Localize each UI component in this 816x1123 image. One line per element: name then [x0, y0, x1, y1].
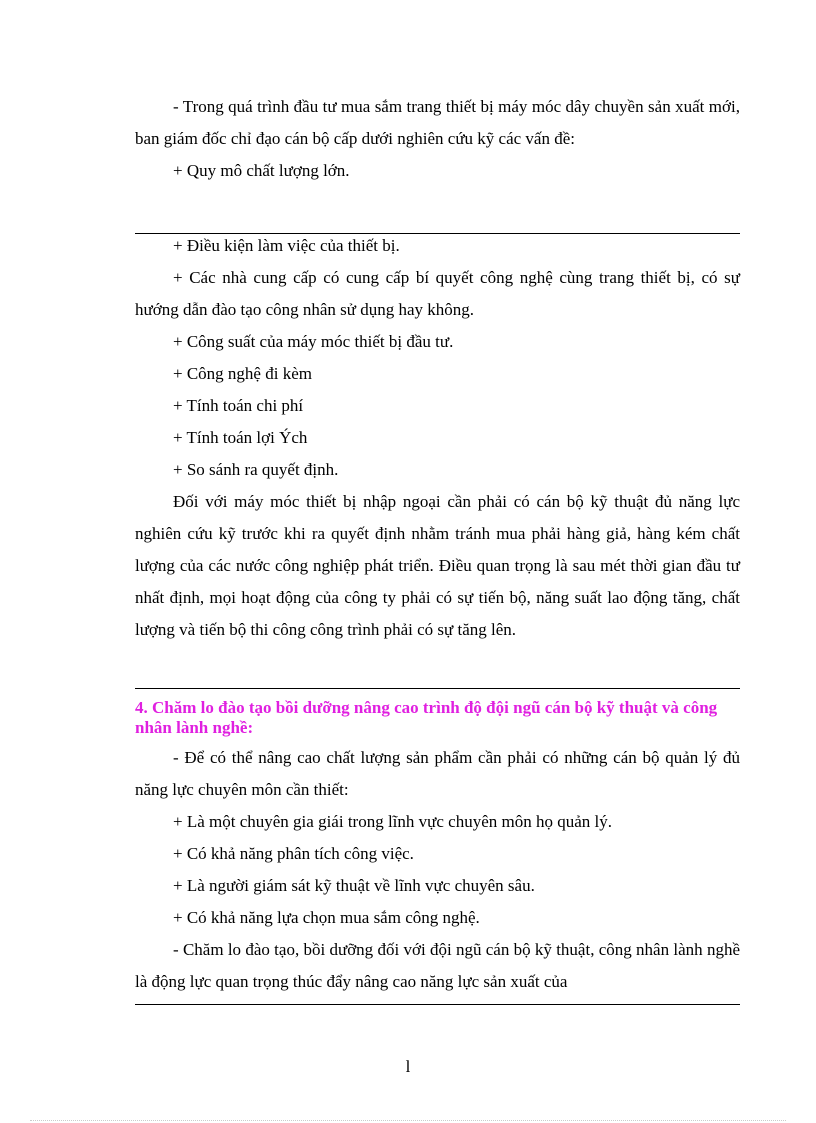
paragraph: + Có khả năng phân tích công việc.: [173, 844, 414, 863]
section-divider: [135, 1004, 740, 1005]
paragraph: + Điều kiện làm việc của thiết bị.: [173, 236, 400, 255]
paragraph: + Có khả năng lựa chọn mua sắm công nghệ.: [173, 908, 480, 927]
paragraph: + Tính toán chi phí: [173, 396, 304, 415]
paragraph: Đối với máy móc thiết bị nhập ngoại cần phải có cán bộ kỹ thuật đủ năng lực nghiên cứu kỹ trước khi ra quyết định nhằm tránh mua phải hàng giả, hàng kém chất lượng của các nước công nghiệp phát triển. Điều quan trọng là sau mét thời gian đầu tư nhất định, mọi hoạt động của công ty phải có sự tiến bộ, năng suất lao động tăng, chất lượng và tiến bộ thi công công trình phải có sự tăng lên.: [135, 492, 740, 639]
paragraph: + Công suất của máy móc thiết bị đầu tư.: [173, 332, 454, 351]
paragraph: + Các nhà cung cấp có cung cấp bí quyết công nghệ cùng trang thiết bị, có sự hướng dẫn đào tạo công nhân sử dụng hay không.: [135, 268, 740, 319]
section-divider: [135, 688, 740, 689]
page-edge-divider: [30, 1120, 786, 1121]
page-number: l: [405, 1057, 411, 1076]
paragraph: - Chăm lo đào tạo, bồi dưỡng đối với đội ngũ cán bộ kỹ thuật, công nhân lành nghề là động lực quan trọng thúc đẩy nâng cao năng lực sản xuất của: [135, 940, 740, 991]
paragraph: - Trong quá trình đầu tư mua sắm trang thiết bị máy móc dây chuyền sản xuất mới, ban giám đốc chỉ đạo cán bộ cấp dưới nghiên cứu kỹ các vấn đề:: [135, 97, 740, 148]
section-heading: 4. Chăm lo đào tạo bồi dưỡng nâng cao trình độ đội ngũ cán bộ kỹ thuật và công nhân lành nghề:: [135, 698, 718, 737]
paragraph: + Công nghệ đi kèm: [173, 364, 312, 383]
paragraph: + Quy mô chất lượng lớn.: [173, 161, 350, 180]
paragraph: + Tính toán lợi Ých: [173, 428, 308, 447]
paragraph: - Để có thể nâng cao chất lượng sản phẩm cần phải có những cán bộ quản lý đủ năng lực chuyên môn cần thiết:: [135, 748, 740, 799]
paragraph: + So sánh ra quyết định.: [173, 460, 339, 479]
paragraph: + Là người giám sát kỹ thuật về lĩnh vực chuyên sâu.: [173, 876, 535, 895]
paragraph: + Là một chuyên gia giái trong lĩnh vực chuyên môn họ quản lý.: [173, 812, 612, 831]
